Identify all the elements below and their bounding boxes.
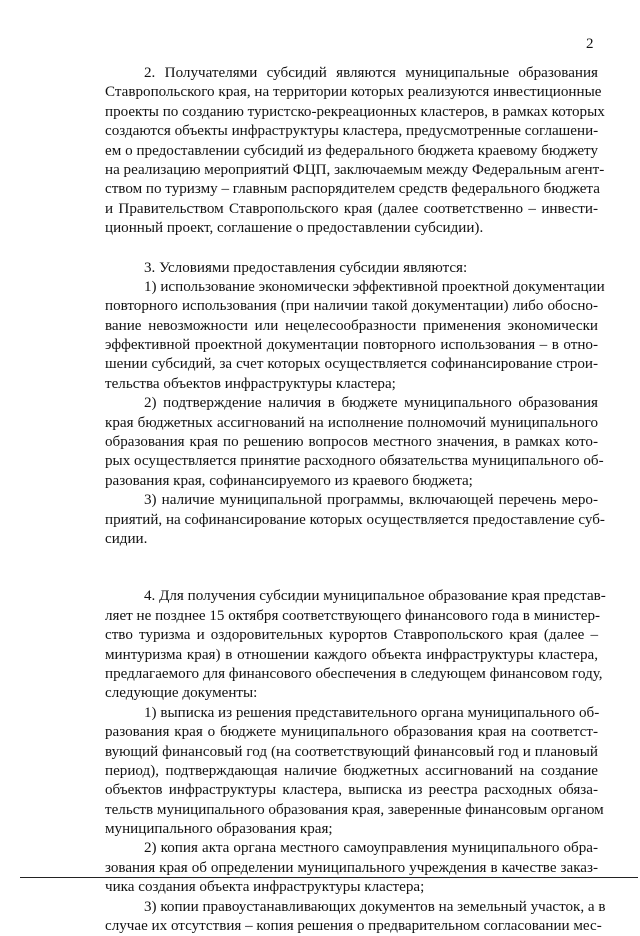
text-line: 3. Условиями предоставления субсидии являются: <box>144 259 468 276</box>
list-item-line: 3) наличие муниципальной программы, включающей перечень меро- <box>144 492 598 509</box>
list-item-line: 3) копии правоустанавливающих документов на земельный участок, а в <box>144 898 606 915</box>
text-line: края бюджетных ассигнований на исполнение полномочий муниципального <box>105 414 598 431</box>
text-line: рых осуществляется принятие расходного обязательства муниципального об- <box>105 453 604 470</box>
text-line: разования края о бюджете муниципального образования края на соответст- <box>105 724 598 741</box>
list-item-line: 2) подтверждение наличия в бюджете муниципального образования <box>144 395 598 412</box>
text-line: приятий, на софинансирование которых осуществляется предоставление суб- <box>105 511 605 528</box>
text-line: вующий финансовый год (на соответствующий финансовый год и плановый <box>105 743 598 760</box>
page-number: 2 <box>586 36 594 52</box>
list-item-line: 2) копия акта органа местного самоуправления муниципального обра- <box>144 840 598 857</box>
text-line: эффективной проектной документации повторного использования – в отно- <box>105 337 598 354</box>
text-line: Ставропольского края, на территории которых реализуются инвестиционные <box>105 84 602 101</box>
text-line: тельств муниципального образования края, заверенные финансовым органом <box>105 801 604 818</box>
text-line: на реализацию мероприятий ФЦП, заключаемым между Федеральным агент- <box>105 161 605 178</box>
text-line: предлагаемого для финансового обеспечения в следующем финансовом году, <box>105 665 603 682</box>
text-line: создаются объекты инфраструктуры кластера, предусмотренные соглашени- <box>105 123 599 140</box>
list-item-line: 1) использование экономически эффективной проектной документации <box>144 278 605 295</box>
text-line: разования края, софинансируемого из краевого бюджета; <box>105 472 473 489</box>
text-line: период), подтверждающая наличие бюджетных ассигнований на создание <box>105 762 598 779</box>
text-line: зования края об определении муниципального учреждения в качестве заказ- <box>105 859 598 876</box>
paragraph-4 <box>105 587 606 936</box>
text-line: минтуризма края) в отношении каждого объекта инфраструктуры кластера, <box>105 646 598 663</box>
paragraph-3 <box>105 259 605 550</box>
paragraph-spacer <box>105 549 598 587</box>
text-line: шении субсидий, за счет которых осуществляется софинансирование строи- <box>105 356 598 373</box>
text-line: 2. Получателями субсидий являются муниципальные образования <box>144 65 598 81</box>
text-line: чика создания объекта инфраструктуры кластера; <box>105 879 425 896</box>
list-item-line: 1) выписка из решения представительного органа муниципального об- <box>144 704 600 721</box>
paragraph-spacer <box>105 239 598 259</box>
text-line: случае их отсутствия – копия решения о предварительном согласовании мес- <box>105 918 602 935</box>
text-line: следующие документы: <box>105 685 258 702</box>
text-line: ем о предоставлении субсидий из федерального бюджета краевому бюджету <box>105 142 598 159</box>
paragraph-2 <box>105 64 605 239</box>
text-line: объектов инфраструктуры кластера, выписка из реестра расходных обяза- <box>105 782 598 799</box>
text-line: вание невозможности или нецелесообразности применения экономически <box>105 317 598 334</box>
text-line: ством по туризму – главным распорядителем средств федерального бюджета <box>105 181 600 198</box>
text-line: 4. Для получения субсидии муниципальное образование края представ- <box>144 588 606 605</box>
text-line: ляет не позднее 15 октября соответствующего финансового года в министер- <box>105 607 601 624</box>
text-line: образования края по решению вопросов местного значения, в рамках кото- <box>105 434 598 451</box>
text-line: сидии. <box>105 530 148 547</box>
text-line: тельства объектов инфраструктуры кластера; <box>105 375 396 392</box>
text-line: проекты по созданию туристско-рекреационных кластеров, в рамках которых <box>105 103 605 120</box>
text-line: и Правительством Ставропольского края (далее соответственно – инвести- <box>105 200 598 217</box>
text-line: повторного использования (при наличии такой документации) либо обосно- <box>105 298 598 315</box>
document-body <box>105 64 606 936</box>
page-bottom-rule <box>20 877 638 878</box>
text-line: ство туризма и оздоровительных курортов Ставропольского края (далее – <box>105 627 598 644</box>
text-line: муниципального образования края; <box>105 821 333 838</box>
text-line: ционный проект, соглашение о предоставлении субсидии). <box>105 220 484 237</box>
